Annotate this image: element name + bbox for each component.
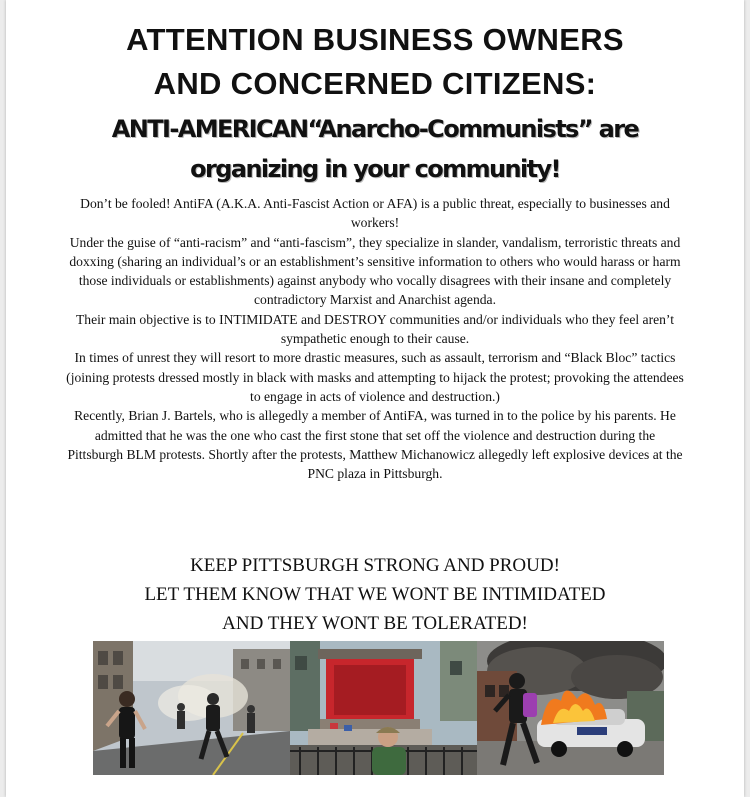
slogan-line-3: AND THEY WONT BE TOLERATED! [222,613,528,634]
paragraph-tactics: Under the guise of “anti-racism” and “anti-fascism”, they specialize in slander, vandalism, terroristic threats and doxxing (sharing an individual’s or an establishment’s sensitive information to others who would harass or harm those individuals or establishments) against anybody who vocally disagrees with their insane and completely contradictory Marxist and Anarchist agenda. [69,234,681,308]
heading-line-1: ATTENTION BUSINESS OWNERS [126,22,624,57]
flyer-page [6,0,744,797]
protest-street-photo [93,641,290,775]
photo-strip [93,641,664,775]
paragraph-objective: Their main objective is to INTIMIDATE and DESTROY communities and/or individuals who they feel aren’t sympathetic enough to their cause. [76,311,674,347]
slogan-line-1: KEEP PITTSBURGH STRONG AND PROUD! [190,555,560,576]
heading-line-2: AND CONCERNED CITIZENS: [153,66,597,101]
subheading-line-2: organizing in your community! [190,155,560,183]
paragraph-warning: Don’t be fooled! AntiFA (A.K.A. Anti-Fascist Action or AFA) is a public threat, especially to businesses and workers! [80,196,670,231]
burning-car-photo [477,641,664,775]
body-text [66,194,684,483]
subheading-line-1: ANTI-AMERICAN“Anarcho-Communists” are [111,115,639,143]
paragraph-recent-events: Recently, Brian J. Bartels, who is allegedly a member of AntiFA, was turned in to the police by his parents. He admitted that he was the one who cast the first stone that set off the violence and destruction during the Pittsburgh BLM protests. Shortly after the protests, Matthew Michanowicz allegedly left explosive devices at the PNC plaza in Pittsburgh. [67,408,683,482]
paragraph-unrest: In times of unrest they will resort to more drastic measures, such as assault, terrorism and “Black Bloc” tactics (joining protests dressed mostly in black with masks and attempting to hijack the protest; provoking the attendees to engage in acts of violence and destruction.) [66,350,684,404]
slogan-line-2: LET THEM KNOW THAT WE WONT BE INTIMIDATED [144,584,606,605]
vandalized-monument-photo [290,641,477,775]
